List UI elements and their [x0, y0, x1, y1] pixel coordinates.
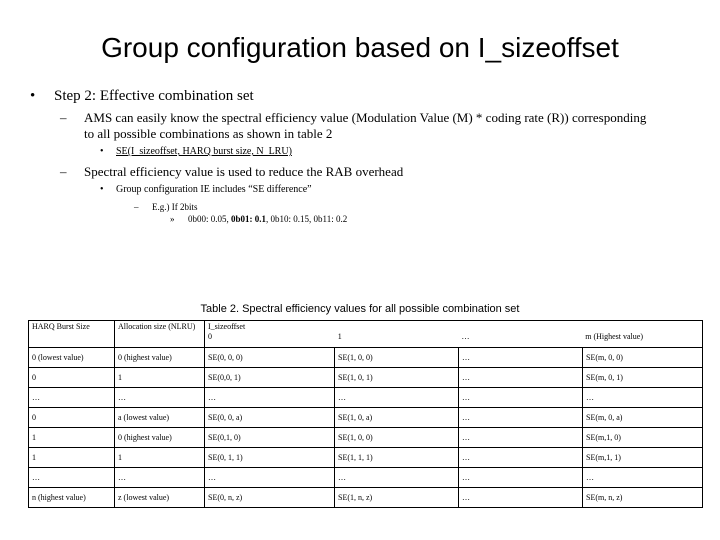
table-cell: SE(0, n, z) [205, 488, 335, 508]
table-cell: z (lowest value) [115, 488, 205, 508]
example-text: E.g.) If 2bits [152, 202, 198, 212]
se-formula: SE(I_sizeoffset, HARQ burst size, N_LRU) [116, 146, 292, 157]
table-cell: … [29, 388, 115, 408]
header-col: 0 [208, 332, 212, 341]
header-alloc: Allocation size (NLRU) [115, 321, 205, 348]
subbullet-ams-cont: to all possible combinations as shown in table 2 [84, 126, 333, 141]
bullet-marker: • [100, 184, 104, 195]
table-cell: … [583, 388, 703, 408]
table-cell: … [115, 388, 205, 408]
bullet-text: Step 2: Effective combination set [54, 88, 254, 104]
table-body [29, 348, 703, 508]
table-cell: SE(m, n, z) [583, 488, 703, 508]
table-cell: … [335, 388, 459, 408]
table-row [29, 368, 703, 388]
table-cell: … [459, 408, 583, 428]
dash-marker: – [60, 164, 67, 179]
table-cell: … [459, 348, 583, 368]
table-cell: n (highest value) [29, 488, 115, 508]
table-cell: … [459, 448, 583, 468]
header-col: m (Highest value) [585, 332, 643, 341]
table-cell: SE(m, 0, a) [583, 408, 703, 428]
table-row [29, 448, 703, 468]
table-cell: SE(1, 1, 1) [335, 448, 459, 468]
table-row [29, 388, 703, 408]
table-cell: 0 (highest value) [115, 428, 205, 448]
se-table [28, 320, 703, 508]
arrow-marker: » [170, 214, 175, 224]
table-cell: SE(1, 0, a) [335, 408, 459, 428]
table-cell: … [459, 468, 583, 488]
table-cell: a (lowest value) [115, 408, 205, 428]
table-cell: SE(1, 0, 1) [335, 368, 459, 388]
table-cell: … [205, 388, 335, 408]
slide-title: Group configuration based on I_sizeoffset [101, 32, 619, 63]
table-cell: SE(m, 0, 1) [583, 368, 703, 388]
table-cell: SE(m, 0, 0) [583, 348, 703, 368]
table-cell: … [459, 368, 583, 388]
subbullet-ams [60, 110, 647, 126]
table-cell: … [205, 468, 335, 488]
table-cell: 0 (lowest value) [29, 348, 115, 368]
example-values-text: 0b00: 0.05, 0b01: 0.1, 0b10: 0.15, 0b11: 0.2 [188, 214, 348, 224]
table-cell: SE(m,1, 1) [583, 448, 703, 468]
subbullet-rab [60, 164, 404, 180]
bullet-step2 [30, 88, 254, 105]
subbullet-text: AMS can easily know the spectral efficiency value (Modulation Value (M) * coding rate (R)) corresponding [84, 110, 647, 125]
example-values [170, 214, 348, 224]
header-col: … [461, 332, 470, 341]
table-cell: 1 [115, 448, 205, 468]
table-cell: 0 [29, 368, 115, 388]
highlighted-value: 0b01: 0.1 [231, 214, 267, 224]
table-cell: SE(0, 0, a) [205, 408, 335, 428]
dash-marker: – [60, 110, 67, 125]
table-cell: … [459, 488, 583, 508]
table-cell: … [29, 468, 115, 488]
header-col: 1 [337, 332, 342, 341]
bullet-group-config [100, 184, 312, 195]
table-cell: SE(0,0, 1) [205, 368, 335, 388]
table-caption: Table 2. Spectral efficiency values for all possible combination set [200, 303, 520, 315]
bullet-marker: • [100, 146, 104, 157]
table-cell: SE(m,1, 0) [583, 428, 703, 448]
table-cell: … [583, 468, 703, 488]
header-harq: HARQ Burst Size [29, 321, 115, 348]
table-row [29, 348, 703, 368]
table-cell: … [335, 468, 459, 488]
header-isize-label: I_sizeoffset [208, 322, 246, 331]
table-cell: SE(1, n, z) [335, 488, 459, 508]
bullet-se-formula [100, 146, 292, 157]
table-cell: … [459, 388, 583, 408]
example-item [134, 202, 198, 212]
table-cell: 0 [29, 408, 115, 428]
subbullet-text: Spectral efficiency value is used to reduce the RAB overhead [84, 164, 404, 179]
table-row [29, 488, 703, 508]
dash-marker: – [134, 202, 139, 212]
table-header-row [29, 321, 703, 348]
table-cell: 1 [115, 368, 205, 388]
table-cell: … [459, 428, 583, 448]
table-row [29, 408, 703, 428]
table-cell: SE(0, 0, 0) [205, 348, 335, 368]
table-cell: 1 [29, 448, 115, 468]
table-cell: 0 (highest value) [115, 348, 205, 368]
header-isize [205, 321, 703, 348]
table-row [29, 468, 703, 488]
table-cell: … [115, 468, 205, 488]
table-cell: SE(0, 1, 1) [205, 448, 335, 468]
table-row [29, 428, 703, 448]
bullet-text: Group configuration IE includes “SE difference” [116, 184, 312, 195]
table-cell: 1 [29, 428, 115, 448]
table-cell: SE(1, 0, 0) [335, 348, 459, 368]
bullet-marker: • [30, 88, 36, 104]
table-cell: SE(1, 0, 0) [335, 428, 459, 448]
table-cell: SE(0,1, 0) [205, 428, 335, 448]
